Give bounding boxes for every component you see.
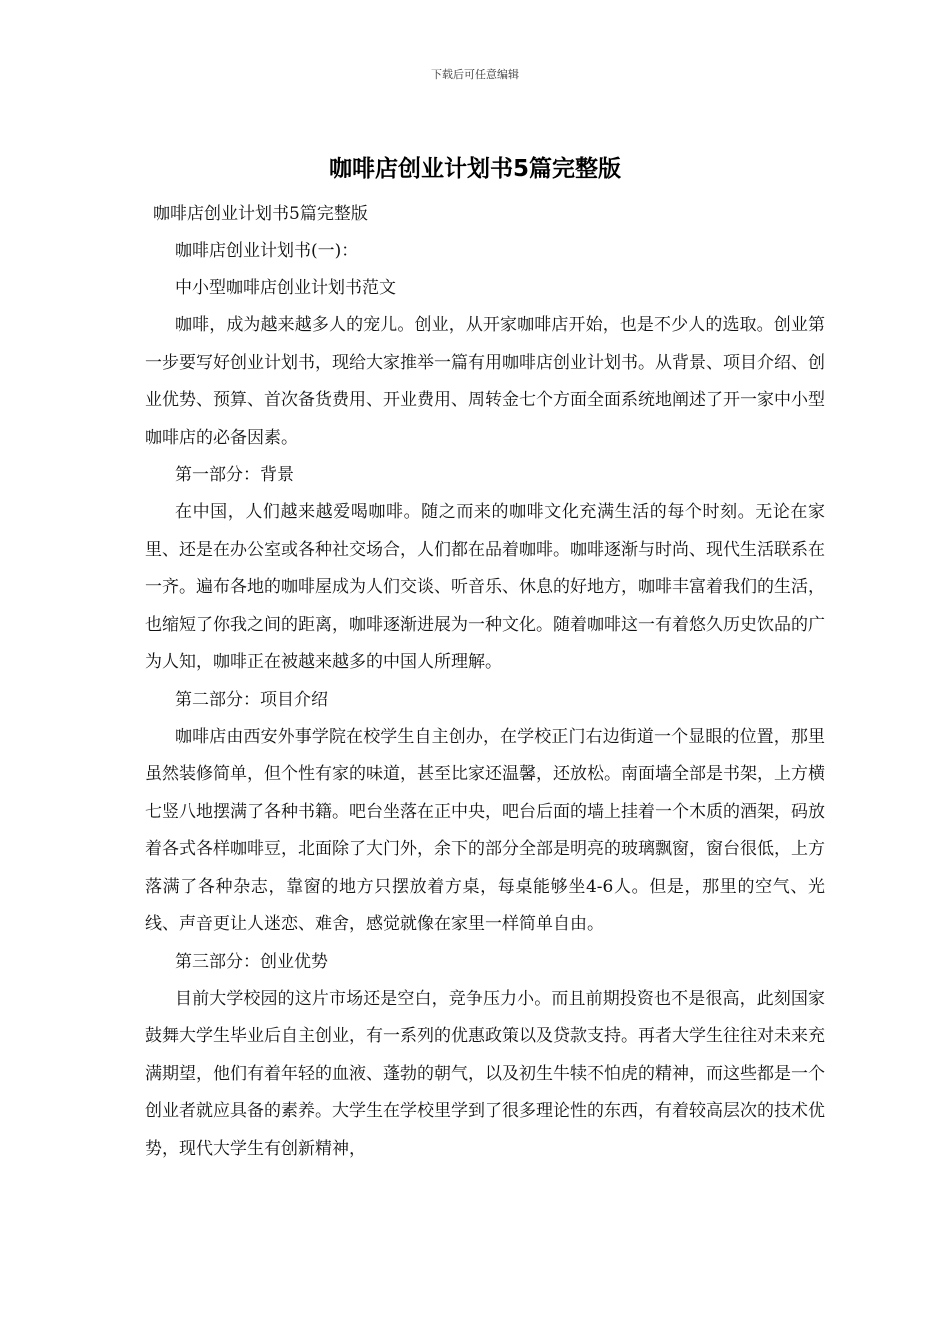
part1-paragraph: 在中国，人们越来越爱喝咖啡。随之而来的咖啡文化充满生活的每个时刻。无论在家里、还是在办公室或各种社交场合，人们都在品着咖啡。咖啡逐渐与时尚、现代生活联系在一齐。遍布各地的咖啡屋成为人们交谈、听音乐、休息的好地方，咖啡丰富着我们的生活，也缩短了你我之间的距离，咖啡逐渐进展为一种文化。随着咖啡这一有着悠久历史饮品的广为人知，咖啡正在被越来越多的中国人所理解。 bbox=[145, 502, 825, 672]
document-title: 咖啡店创业计划书5篇完整版 bbox=[328, 156, 621, 182]
part2-paragraph: 咖啡店由西安外事学院在校学生自主创办，在学校正门右边街道一个显眼的位置，那里虽然装修简单，但个性有家的味道，甚至比家还温馨，还放松。南面墙全部是书架，上方横七竖八地摆满了各种书籍。吧台坐落在正中央，吧台后面的墙上挂着一个木质的酒架，码放着各式各样咖啡豆，北面除了大门外，余下的部分全部是明亮的玻璃飘窗，窗台很低，上方落满了各种杂志，靠窗的地方只摆放着方桌，每桌能够坐4-6人。但是，那里的空气、光线、声音更让人迷恋、难舍，感觉就像在家里一样简单自由。 bbox=[145, 726, 825, 934]
subtitle-line: 咖啡店创业计划书5篇完整版 bbox=[153, 204, 368, 224]
part2-heading: 第二部分：项目介绍 bbox=[175, 689, 328, 710]
document-name-line: 中小型咖啡店创业计划书范文 bbox=[175, 278, 396, 298]
part3-heading: 第三部分：创业优势 bbox=[175, 951, 328, 972]
chapter-line: 咖啡店创业计划书(一)： bbox=[175, 241, 359, 261]
part1-heading: 第一部分：背景 bbox=[175, 465, 294, 485]
header-note: 下载后可任意编辑 bbox=[431, 68, 519, 81]
intro-paragraph: 咖啡，成为越来越多人的宠儿。创业，从开家咖啡店开始，也是不少人的选取。创业第一步要写好创业计划书，现给大家推举一篇有用咖啡店创业计划书。从背景、项目介绍、创业优势、预算、首次备货费用、开业费用、周转金七个方面全面系统地阐述了开一家中小型咖啡店的必备因素。 bbox=[145, 315, 825, 448]
part3-paragraph: 目前大学校园的这片市场还是空白，竞争压力小。而且前期投资也不是很高，此刻国家鼓舞大学生毕业后自主创业，有一系列的优惠政策以及贷款支持。再者大学生往往对未来充满期望，他们有着年轻的血液、蓬勃的朝气，以及初生牛犊不怕虎的精神，而这些都是一个创业者就应具备的素养。大学生在学校里学到了很多理论性的东西，有着较高层次的技术优势，现代大学生有创新精神， bbox=[145, 988, 825, 1159]
document-body bbox=[145, 196, 825, 1168]
